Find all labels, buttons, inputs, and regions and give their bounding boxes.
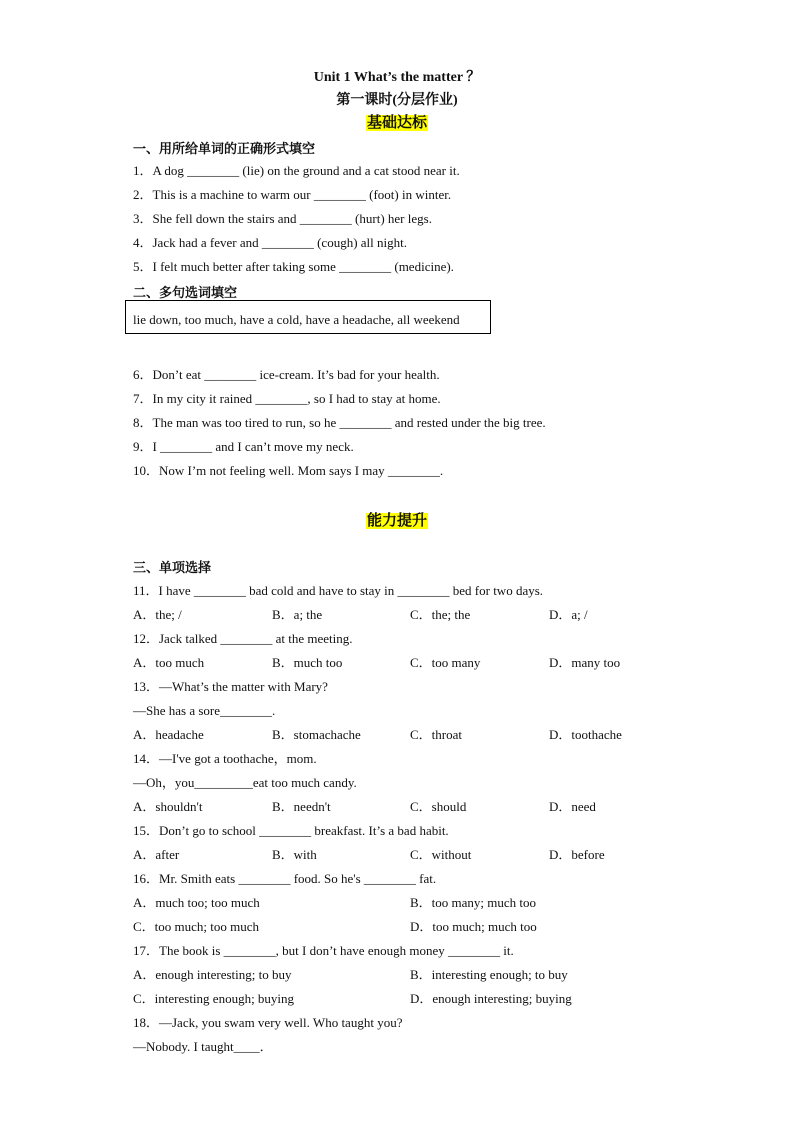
q11-option-a: A．the; / <box>133 607 182 622</box>
q11-option-d: D．a; / <box>549 607 588 622</box>
level-badge-advanced <box>0 509 794 530</box>
question-3: 3．She fell down the stairs and ________ (hurt) her legs. <box>133 211 432 226</box>
question-18: 18．—Jack, you swam very well. Who taught you? <box>133 1015 403 1030</box>
q15-option-d: D．before <box>549 847 605 862</box>
q13-option-c: C．throat <box>410 727 462 742</box>
question-13-response: —She has a sore________. <box>133 703 276 718</box>
question-15: 15．Don’t go to school ________ breakfast. It’s a bad habit. <box>133 823 449 838</box>
question-14: 14．—I've got a toothache，mom. <box>133 751 317 766</box>
word-bank-box <box>125 300 491 334</box>
q16-option-b: B．too many; much too <box>410 895 537 910</box>
q14-option-c: C．should <box>410 799 467 814</box>
q14-option-b: B．needn't <box>272 799 331 814</box>
question-12: 12．Jack talked ________ at the meeting. <box>133 631 353 646</box>
q16-option-d: D．too much; much too <box>410 919 537 934</box>
section2-heading: 二、多句选词填空 <box>133 286 238 301</box>
q12-option-c: C．too many <box>410 655 481 670</box>
q11-option-c: C．the; the <box>410 607 471 622</box>
section1-heading: 一、用所给单词的正确形式填空 <box>133 142 316 157</box>
question-6: 6．Don’t eat ________ ice-cream. It’s bad for your health. <box>133 367 440 382</box>
question-16: 16．Mr. Smith eats ________ food. So he's ________ fat. <box>133 871 437 886</box>
q12-option-b: B．much too <box>272 655 343 670</box>
q16-option-a: A．much too; too much <box>133 895 260 910</box>
question-10: 10．Now I’m not feeling well. Mom says I may ________. <box>133 463 444 478</box>
q17-option-a: A．enough interesting; to buy <box>133 967 292 982</box>
section3-heading: 三、单项选择 <box>133 561 212 576</box>
q13-option-d: D．toothache <box>549 727 622 742</box>
q14-option-d: D．need <box>549 799 596 814</box>
q12-option-a: A．too much <box>133 655 205 670</box>
q11-option-b: B．a; the <box>272 607 323 622</box>
page-subtitle: 第一课时(分层作业) <box>336 93 458 108</box>
level-badge-basic <box>0 111 794 132</box>
question-18-response: —Nobody. I taught____． <box>133 1039 273 1054</box>
level-label-advanced: 能力提升 <box>366 513 427 529</box>
question-17: 17．The book is ________, but I don’t have enough money ________ it. <box>133 943 514 958</box>
word-bank-text: lie down, too much, have a cold, have a headache, all weekend <box>133 312 460 327</box>
level-label-basic: 基础达标 <box>366 115 427 131</box>
page-title: Unit 1 What’s the matter ？ <box>313 70 481 85</box>
q17-option-d: D．enough interesting; buying <box>410 991 572 1006</box>
q12-option-d: D．many too <box>549 655 621 670</box>
q17-option-c: C．interesting enough; buying <box>133 991 295 1006</box>
question-13: 13．—What’s the matter with Mary? <box>133 679 328 694</box>
question-4: 4．Jack had a fever and ________ (cough) all night. <box>133 235 408 250</box>
question-8: 8．The man was too tired to run, so he ________ and rested under the big tree. <box>133 415 546 430</box>
q15-option-a: A．after <box>133 847 180 862</box>
q16-option-c: C．too much; too much <box>133 919 260 934</box>
question-7: 7．In my city it rained ________, so I had to stay at home. <box>133 391 441 406</box>
question-11: 11．I have ________ bad cold and have to stay in ________ bed for two days. <box>133 583 544 598</box>
q13-option-a: A．headache <box>133 727 204 742</box>
question-14-response: —Oh，you_________eat too much candy. <box>133 775 357 790</box>
question-1: 1．A dog ________ (lie) on the ground and a cat stood near it. <box>133 163 460 178</box>
question-9: 9．I ________ and I can’t move my neck. <box>133 439 354 454</box>
q13-option-b: B．stomachache <box>272 727 361 742</box>
q15-option-c: C．without <box>410 847 472 862</box>
question-5: 5．I felt much better after taking some ________ (medicine). <box>133 259 454 274</box>
question-2: 2．This is a machine to warm our ________ (foot) in winter. <box>133 187 452 202</box>
q15-option-b: B．with <box>272 847 317 862</box>
q14-option-a: A．shouldn't <box>133 799 203 814</box>
q17-option-b: B．interesting enough; to buy <box>410 967 568 982</box>
